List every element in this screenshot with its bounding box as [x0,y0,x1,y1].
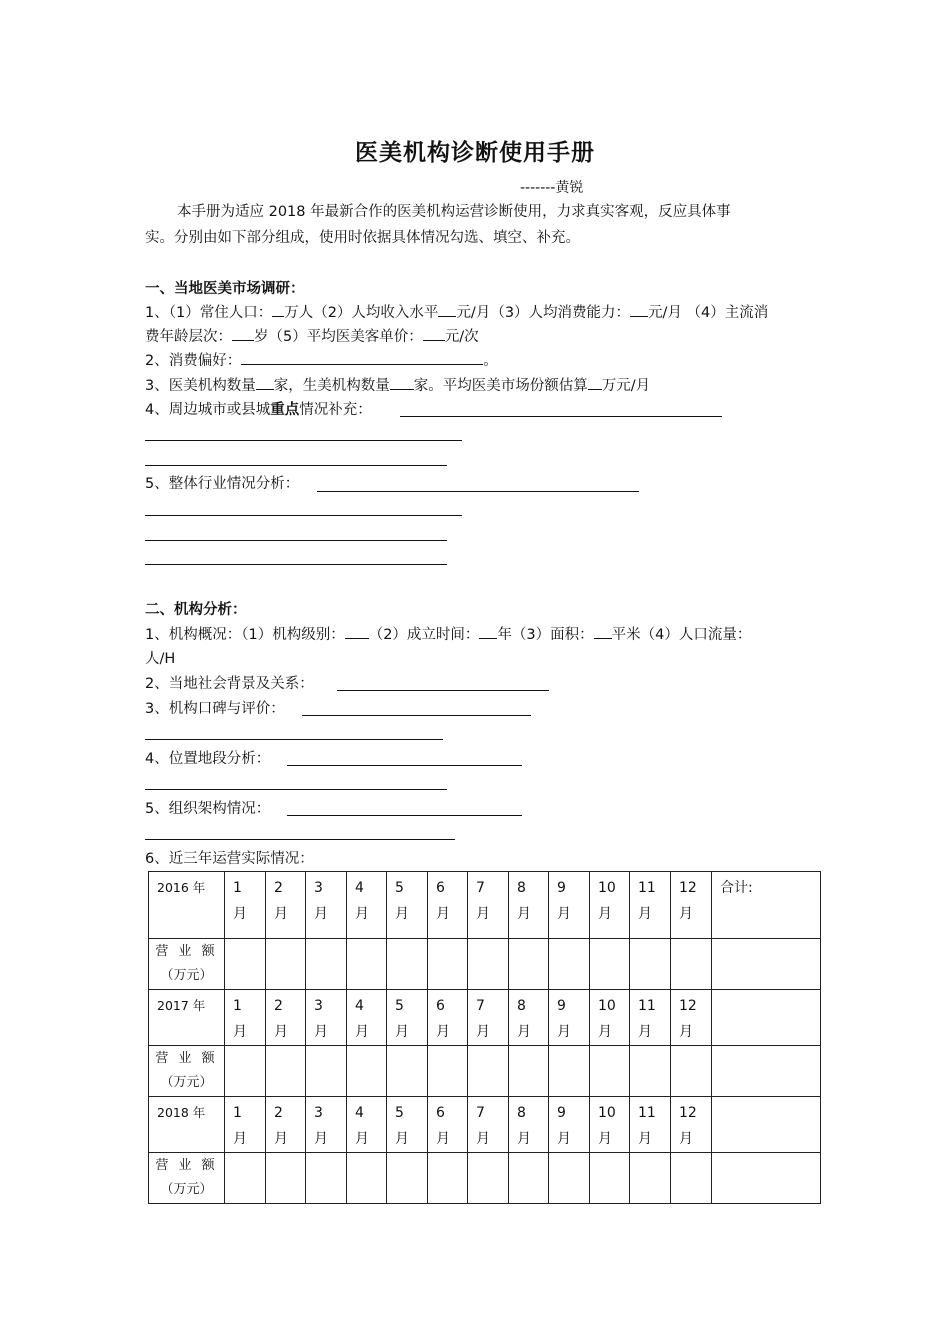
month-cell [468,1097,509,1153]
month-cell [549,1097,590,1153]
month-number: 4 [355,880,364,896]
month-number: 8 [517,998,526,1014]
month-cell [509,872,549,939]
s2-q3-blank-2[interactable] [145,739,443,740]
revenue-input-cell[interactable] [266,939,306,990]
revenue-label [149,1046,225,1097]
month-unit: 月 [314,906,328,922]
s1-q1-line-2: 费年龄层次： 岁（5）平均医美客单价： 元/次 [145,326,479,347]
s2-q1-line-2: 人/H [145,651,176,667]
month-cell [306,990,347,1046]
beauty-count-blank[interactable] [390,375,414,390]
preference-blank[interactable] [241,350,483,365]
s1-q5-blank-3[interactable] [145,540,447,541]
revenue-input-cell[interactable] [306,1153,347,1204]
month-number: 6 [436,1105,445,1121]
s2-q4-blank-1[interactable] [287,765,522,766]
year-label: 2016 年 [149,872,225,939]
month-cell [387,990,428,1046]
month-unit: 月 [436,906,450,922]
month-cell [428,990,468,1046]
revenue-row [149,939,821,990]
month-unit: 月 [355,906,369,922]
month-cell [468,990,509,1046]
month-number: 8 [517,1105,526,1121]
spending-blank[interactable] [630,302,648,317]
revenue-input-cell[interactable] [549,939,590,990]
month-cell [590,872,630,939]
month-unit: 月 [598,1024,612,1040]
month-cell [630,1097,671,1153]
intro-line-2: 实。分别由如下部分组成，使用时依据具体情况勾选、填空、补充。 [145,230,580,246]
month-unit: 月 [233,1131,247,1147]
month-number: 10 [598,998,616,1014]
s2-q5: 5、组织架构情况： [145,801,271,817]
age-blank[interactable] [232,326,254,341]
month-number: 6 [436,880,445,896]
month-cell [468,872,509,939]
month-number: 2 [274,1105,283,1121]
month-unit: 月 [233,1024,247,1040]
month-unit: 月 [517,1024,531,1040]
month-unit: 月 [476,906,490,922]
month-unit: 月 [274,1131,288,1147]
revenue-input-cell[interactable] [549,1153,590,1204]
intro-line-1: 本手册为适应 2018 年最新合作的医美机构运营诊断使用，力求真实客观，反应具体事 [177,204,731,220]
month-unit: 月 [598,906,612,922]
month-number: 3 [314,1105,323,1121]
month-unit: 月 [557,906,571,922]
revenue-label-unit: （万元） [160,1075,213,1090]
revenue-label-unit: （万元） [160,968,213,983]
month-unit: 月 [436,1024,450,1040]
month-unit: 月 [679,906,693,922]
month-unit: 月 [476,1024,490,1040]
revenue-input-cell[interactable] [509,1046,549,1097]
month-number: 9 [557,998,566,1014]
revenue-input-cell[interactable] [590,1153,630,1204]
month-cell [549,872,590,939]
revenue-input-cell[interactable] [225,939,266,990]
month-cell [630,990,671,1046]
revenue-label-unit: （万元） [160,1182,213,1197]
month-unit: 月 [233,906,247,922]
revenue-label-main: 营 业 额 [155,1051,218,1066]
revenue-input-cell[interactable] [347,1153,387,1204]
month-number: 7 [476,1105,485,1121]
month-number: 9 [557,880,566,896]
revenue-input-cell[interactable] [549,1046,590,1097]
month-number: 1 [233,998,242,1014]
author-line: -------黄锐 [520,180,584,196]
month-unit: 月 [395,1024,409,1040]
s1-q4-blank-2[interactable] [145,440,462,441]
revenue-input-cell[interactable] [387,1046,428,1097]
month-cell [428,1097,468,1153]
month-cell [590,990,630,1046]
month-unit: 月 [274,906,288,922]
month-unit: 月 [679,1131,693,1147]
month-cell [225,990,266,1046]
revenue-input-cell[interactable] [630,1153,671,1204]
month-number: 9 [557,1105,566,1121]
s1-q4-blank-3[interactable] [145,465,447,466]
section-2-heading: 二、机构分析： [145,602,247,618]
month-cell [590,1097,630,1153]
revenue-label [149,1153,225,1204]
month-number: 12 [679,998,697,1014]
month-unit: 月 [395,1131,409,1147]
month-cell [387,1097,428,1153]
total-cell [712,1097,821,1153]
month-unit: 月 [436,1131,450,1147]
revenue-input-cell[interactable] [712,1153,821,1204]
month-cell [266,872,306,939]
revenue-input-cell[interactable] [387,1153,428,1204]
month-cell [347,990,387,1046]
month-number: 2 [274,880,283,896]
founded-blank[interactable] [479,624,497,639]
month-unit: 月 [638,1131,652,1147]
month-number: 5 [395,1105,404,1121]
month-cell [225,872,266,939]
month-cell [671,872,712,939]
month-unit: 月 [274,1024,288,1040]
s1-q1-line-1: 1、（1）常住人口： 万人（2）人均收入水平 元/月（3）人均消费能力： 元/月 （4）主流消 [145,302,768,323]
month-unit: 月 [517,906,531,922]
month-unit: 月 [679,1024,693,1040]
total-cell: 合计: [712,872,821,939]
revenue-input-cell[interactable] [671,1046,712,1097]
s1-q5-blank-2[interactable] [145,515,462,516]
total-cell [712,990,821,1046]
month-number: 11 [638,1105,656,1121]
s2-q2-blank[interactable] [337,690,549,691]
ticket-blank[interactable] [423,326,445,341]
revenue-input-cell[interactable] [428,1153,468,1204]
income-blank[interactable] [438,302,456,317]
revenue-input-cell[interactable] [468,1046,509,1097]
month-cell [671,1097,712,1153]
s2-q3: 3、机构口碑与评价： [145,701,285,717]
month-number: 10 [598,1105,616,1121]
month-unit: 月 [557,1024,571,1040]
revenue-input-cell[interactable] [428,939,468,990]
month-number: 1 [233,1105,242,1121]
med-count-blank[interactable] [256,375,274,390]
document-title: 医美机构诊断使用手册 [355,140,595,166]
s2-q5-blank-1[interactable] [287,815,522,816]
s1-q5: 5、整体行业情况分析： [145,476,300,492]
month-number: 5 [395,880,404,896]
revenue-row [149,1153,821,1204]
area-blank[interactable] [594,624,612,639]
s2-q6: 6、近三年运营实际情况： [145,851,314,867]
month-cell [509,1097,549,1153]
month-header-row [149,872,821,939]
month-number: 11 [638,998,656,1014]
revenue-input-cell[interactable] [306,1046,347,1097]
month-number: 8 [517,880,526,896]
month-cell [387,872,428,939]
revenue-input-cell[interactable] [387,939,428,990]
month-number: 7 [476,998,485,1014]
month-header-row [149,1097,821,1153]
month-cell [266,1097,306,1153]
month-unit: 月 [638,1024,652,1040]
s2-q1-line-1: 1、机构概况：（1）机构级别： （2）成立时间： 年（3）面积： 平米（4）人口流量： [145,624,751,645]
month-unit: 月 [638,906,652,922]
month-cell [225,1097,266,1153]
month-unit: 月 [557,1131,571,1147]
revenue-input-cell[interactable] [509,1153,549,1204]
month-number: 11 [638,880,656,896]
revenue-input-cell[interactable] [468,939,509,990]
revenue-input-cell[interactable] [468,1153,509,1204]
month-cell [347,1097,387,1153]
level-blank[interactable] [345,624,369,639]
month-cell [428,872,468,939]
revenue-table [148,871,821,1204]
month-number: 10 [598,880,616,896]
revenue-row [149,1046,821,1097]
revenue-input-cell[interactable] [712,1046,821,1097]
revenue-input-cell[interactable] [590,939,630,990]
year-label: 2018 年 [149,1097,225,1153]
revenue-input-cell[interactable] [630,939,671,990]
revenue-input-cell[interactable] [671,939,712,990]
month-unit: 月 [395,906,409,922]
month-number: 6 [436,998,445,1014]
year-label: 2017 年 [149,990,225,1046]
revenue-input-cell[interactable] [630,1046,671,1097]
s2-q3-blank-1[interactable] [302,715,531,716]
s1-q3: 3、医美机构数量 家，生美机构数量 家。平均医美市场份额估算 万元/月 [145,375,650,396]
revenue-input-cell[interactable] [225,1153,266,1204]
revenue-label-main: 营 业 额 [155,944,218,959]
revenue-input-cell[interactable] [509,939,549,990]
revenue-label-main: 营 业 额 [155,1158,218,1173]
month-number: 1 [233,880,242,896]
month-number: 3 [314,998,323,1014]
month-header-row [149,990,821,1046]
month-cell [630,872,671,939]
month-cell [509,990,549,1046]
month-number: 12 [679,880,697,896]
month-number: 7 [476,880,485,896]
s2-q4: 4、位置地段分析： [145,751,271,767]
revenue-input-cell[interactable] [347,1046,387,1097]
month-number: 12 [679,1105,697,1121]
revenue-input-cell[interactable] [306,939,347,990]
month-number: 4 [355,998,364,1014]
revenue-input-cell[interactable] [712,939,821,990]
month-cell [306,1097,347,1153]
revenue-label [149,939,225,990]
s1-q4: 4、周边城市或县城重点情况补充： [145,402,372,418]
section-1-heading: 一、当地医美市场调研： [145,281,305,297]
month-number: 3 [314,880,323,896]
revenue-input-cell[interactable] [671,1153,712,1204]
revenue-input-cell[interactable] [590,1046,630,1097]
share-blank[interactable] [588,375,602,390]
revenue-input-cell[interactable] [428,1046,468,1097]
s1-q4-blank-1[interactable] [400,416,722,417]
month-unit: 月 [355,1024,369,1040]
month-cell [549,990,590,1046]
s2-q2: 2、当地社会背景及关系： [145,676,314,692]
s1-q5-blank-1[interactable] [317,491,639,492]
revenue-input-cell[interactable] [266,1153,306,1204]
population-blank[interactable] [272,302,284,317]
s2-q4-blank-2[interactable] [145,789,447,790]
revenue-input-cell[interactable] [225,1046,266,1097]
month-number: 4 [355,1105,364,1121]
revenue-input-cell[interactable] [266,1046,306,1097]
month-unit: 月 [314,1131,328,1147]
month-cell [671,990,712,1046]
month-number: 5 [395,998,404,1014]
month-unit: 月 [517,1131,531,1147]
month-unit: 月 [476,1131,490,1147]
s1-q2: 2、消费偏好： 。 [145,350,498,371]
month-unit: 月 [598,1131,612,1147]
s1-q5-blank-4[interactable] [145,564,447,565]
month-cell [347,872,387,939]
month-unit: 月 [355,1131,369,1147]
month-number: 2 [274,998,283,1014]
s2-q5-blank-2[interactable] [145,839,455,840]
revenue-input-cell[interactable] [347,939,387,990]
month-cell [306,872,347,939]
month-unit: 月 [314,1024,328,1040]
month-cell [266,990,306,1046]
